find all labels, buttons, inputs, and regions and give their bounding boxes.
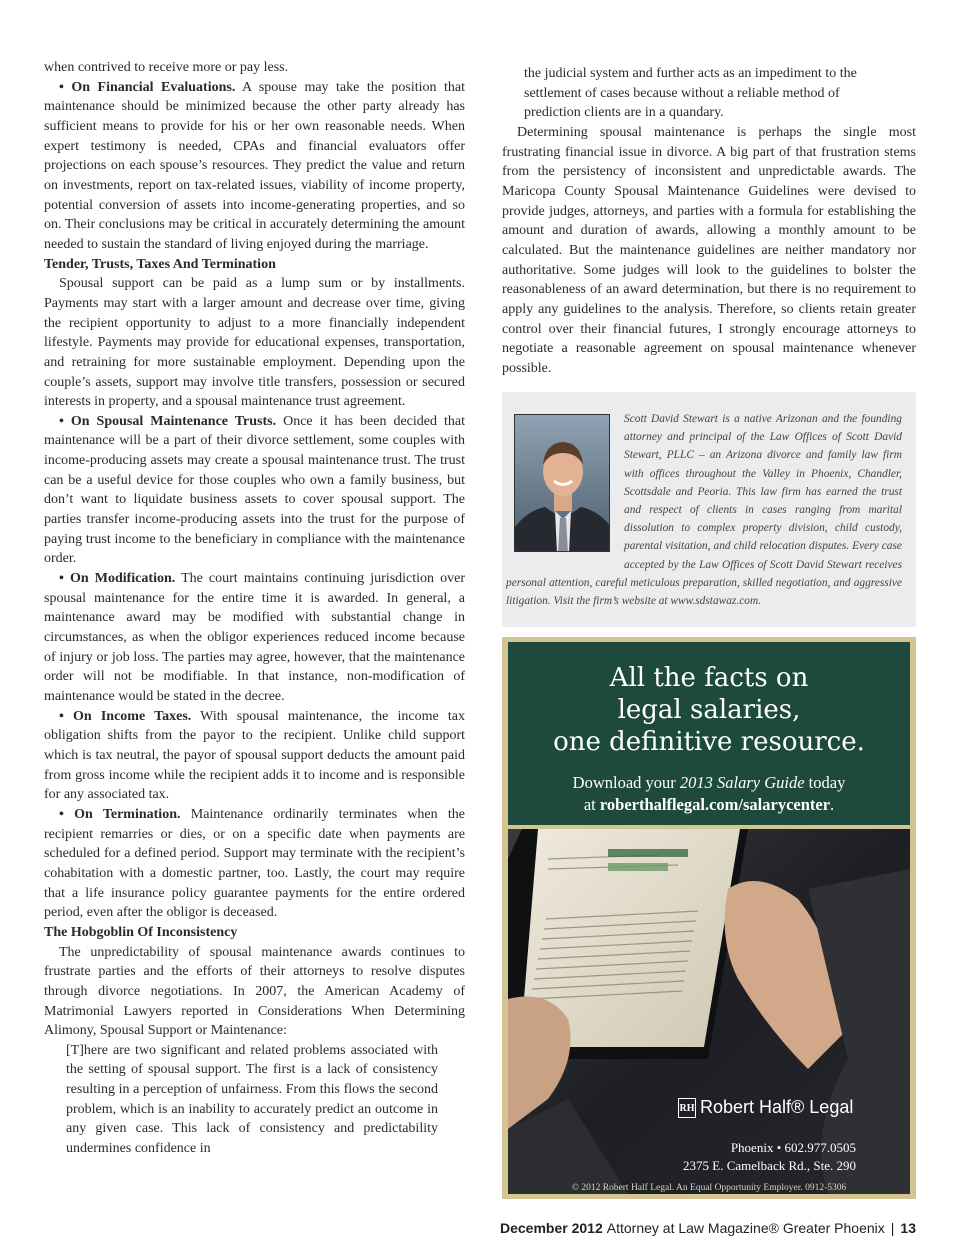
footer-separator: | [890, 1220, 895, 1236]
logo-text: Robert Half® Legal [700, 1097, 854, 1117]
ad-sub-text: at [583, 795, 600, 814]
ad-url-link[interactable]: roberthalflegal.com/salarycenter [599, 795, 831, 814]
ad-sub-text: Download your [572, 773, 680, 792]
ad-address [683, 1139, 856, 1174]
robert-half-logo [678, 1097, 853, 1118]
paragraph-text: The court maintains continuing jurisdiction over spousal maintenance for the entire time it is awarded. In general, a maintenance award may be modified with substantial change in circumstances, as when the obligor experiences reduced income because of injury or job loss. The parties may agree, however, that the maintenance order will not be modifiable. In that instance, non-modification of maintenance would be stated in the decree. [44, 571, 465, 704]
block-quote-continued: the judicial system and further acts as an impediment to the settlement of cases because without a reliable method of prediction clients are in a quandary. [524, 66, 857, 121]
section-heading: Tender, Trusts, Taxes And Termination [44, 256, 276, 272]
paragraph-modification [44, 569, 465, 707]
advertisement[interactable] [502, 637, 916, 1199]
author-bio-box [502, 392, 916, 627]
author-bio-text [506, 410, 902, 610]
ad-headline-line: All the facts on [609, 663, 809, 693]
ad-sub-text: today [804, 773, 846, 792]
ad-headline-line: one definitive resource. [553, 727, 865, 757]
issue-date: December 2012 [500, 1220, 603, 1236]
paragraph-text: With spousal maintenance, the income tax obligation shifts from the payor to the recipient. Unlike child support which is tax neutral, the payor of spousal support deducts the amount paid from gross income while the recipient adds it to income and is responsible for any associated tax. [44, 708, 465, 803]
page-footer [500, 1220, 916, 1236]
ad-headline-panel [508, 642, 910, 825]
bullet-lead: • On Termination. [59, 806, 181, 822]
right-column [502, 64, 916, 379]
ad-salary-guide: 2013 Salary Guide [679, 773, 805, 792]
block-quote: [T]here are two significant and related problems associated with the setting of spousal support. The first is a lack of consistency resulting in a perception of unfairness. From this flows the second problem, which is an inability to accurately predict an outcome in any given case. This lack of consistency and predictability undermines confidence in [66, 1042, 438, 1157]
paragraph-text: A spouse may take the position that maintenance should be minimized because the other party already has sufficient means to provide for his or her own reasonable needs. When expert testimony is needed, CPAs and financial evaluators offer projections on each spouse’s resources. They predict the value and return on investments, report on tax-related issues, viability of income property, potential conversion of assets into income-generating properties, and so on. Their conclusions may be critical in accurately determining the amount needed to sustain the standard of living enjoyed during the marriage. [44, 79, 465, 252]
paragraph-financial-evaluations [44, 78, 465, 255]
paragraph-text: Maintenance ordinarily terminates when the recipient remarries or dies, or on a specific date when payments are scheduled for a defined period. Support may terminate with the recipient’s cohabitation with a domestic partner, too. Lastly, the court may require that a life insurance policy guarantee payments for the entire ordered period, even after the obligor is deceased. [44, 806, 466, 921]
bullet-lead: • On Income Taxes. [59, 708, 192, 724]
paragraph: Spousal support can be paid as a lump sum or by installments. Payments may start with a larger amount and decrease over time, giving the recipient opportunity to adjust to a more financially independent lifestyle. Payments may provide for educational expenses, transportation, and retraining for more sustainable employment. Depending upon the couple’s assets, support may involve title transfers, possession or secured interests in property, and a spousal maintenance trust agreement. [44, 276, 465, 410]
paragraph: when contrived to receive more or pay less. [44, 60, 289, 75]
magazine-name: Attorney at Law Magazine® Greater Phoenix [606, 1220, 885, 1236]
page-number: 13 [900, 1220, 916, 1236]
ad-copyright: © 2012 Robert Half Legal. An Equal Opportunity Employer. 0912-5306 [571, 1183, 847, 1193]
ad-sub-text: . [830, 795, 835, 814]
paragraph: Determining spousal maintenance is perhaps the single most frustrating financial issue in divorce. A big part of that frustration stems from the persistency of inconsistent and unpredictable awards. The Maricopa County Spousal Maintenance Guidelines were devised to provide judges, attorneys, and parties with a formula for establishing the amount and duration of awards, allowing a monthly amount to be calculated. But the maintenance guidelines are neither mandatory nor authoritative. Some judges will look to the guidelines to bolster the reasonableness of an award determination, but there is no requirement to apply any guidelines to the analysis. Therefore, so clients retain greater control over their financial futures, I strongly encourage attorneys to negotiate a reasonable agreement on spousal maintenance whenever possible. [502, 124, 916, 376]
paragraph-income-taxes [44, 707, 465, 805]
paragraph: The unpredictability of spousal maintenance awards continues to frustrate parties and the efforts of their attorneys to resolve disputes through divorce negotiations. In 2007, the American Academy of Matrimonial Lawyers reported in Considerations When Determining Alimony, Spousal Support or Maintenance: [44, 944, 465, 1039]
robert-half-logo-icon: RH [678, 1098, 696, 1118]
bio-text: Scott David Stewart is a native Arizonan and the founding attorney and principal of the Law Offices of Scott David Stewart, PLLC – an Arizona divorce and family law firm with offices throughout the Valley in Phoenix, Chandler, Scottsdale and Peoria. This law firm has earned the trust and respect of clients in cases ranging from marital dissolution to complex property division, child custody, parental visitation, and child relocation disputes. Every case accepted by the Law Offices of Scott David Stewart receives personal attention, careful meticulous preparation, skilled negotiation, and aggressive litigation. Visit the firm’s website at www.sdstawaz.com. [506, 413, 902, 608]
bullet-lead: • On Financial Evaluations. [59, 79, 236, 95]
bullet-lead: • On Spousal Maintenance Trusts. [59, 413, 277, 429]
paragraph-termination [44, 805, 465, 923]
ad-headline-line: legal salaries, [617, 695, 801, 725]
bullet-lead: • On Modification. [59, 571, 176, 587]
ad-subline [508, 772, 910, 816]
ad-phone: Phoenix • 602.977.0505 [730, 1140, 856, 1155]
ad-headline [508, 662, 910, 758]
left-column [44, 58, 465, 1159]
section-heading: The Hobgoblin Of Inconsistency [44, 924, 238, 940]
ad-street: 2375 E. Camelback Rd., Ste. 290 [683, 1157, 856, 1173]
paragraph-maintenance-trusts [44, 412, 465, 569]
paragraph-text: Once it has been decided that maintenance will be a part of their divorce settlement, some couples with income-producing assets may create a spousal maintenance trust. The trust can be a useful device for those couples who own a family business, but don’t want to liquidate business assets to cover spousal support. The parties transfer income-producing assets into the trust for the purpose of paying trust income to the beneficiary in compliance with the maintenance order. [44, 413, 465, 567]
